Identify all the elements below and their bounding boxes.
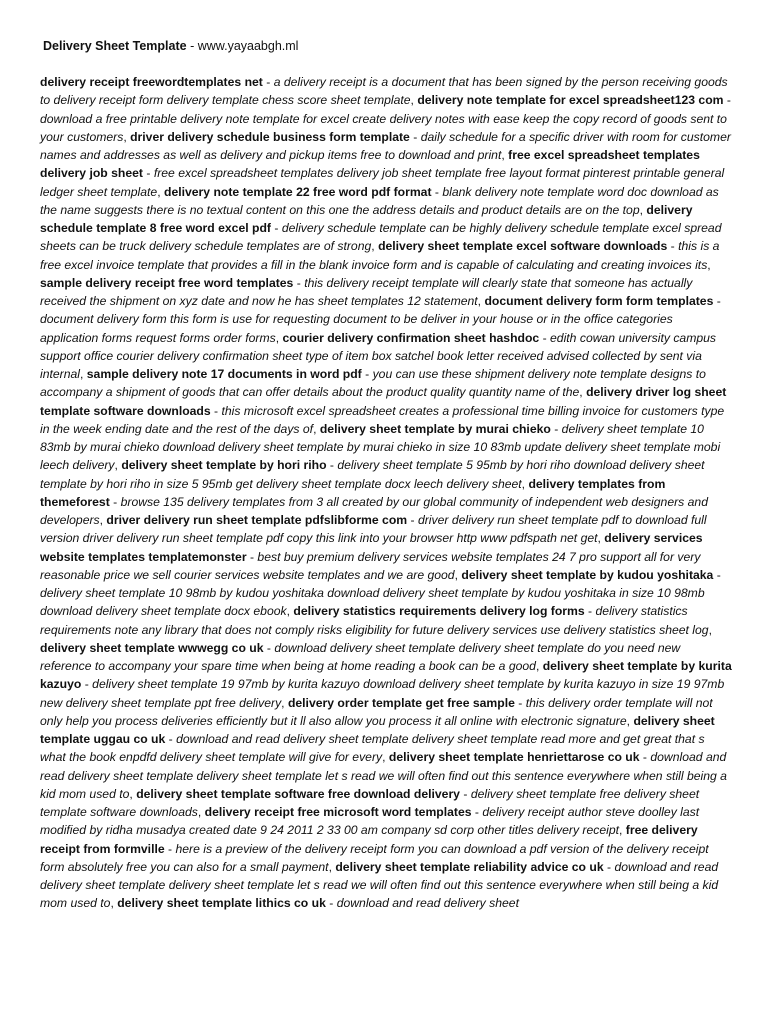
entry-title: delivery receipt free microsoft word templates bbox=[204, 805, 472, 819]
entry: , delivery sheet template uggau co uk - download and read delivery sheet template delivery sheet template read more and get great that s what the book enpdfd delivery sheet template will give for every bbox=[40, 713, 715, 765]
entry: , delivery receipt free microsoft word templates - delivery receipt author steve doolley last modified by ridha musadya created date 9 24 2011 2 33 00 am company sd corp other titles delivery receipt bbox=[40, 805, 700, 838]
entry-description: blank delivery note template word doc download as the name suggests there is no textual content on this one the address details and product details are on the top bbox=[40, 184, 719, 217]
entry-title: delivery sheet template reliability advice co uk bbox=[335, 859, 604, 874]
entry: , free delivery receipt from formville - here is a preview of the delivery receipt form you can download a pdf version of the delivery receipt form absolutely free you can also for a small payment bbox=[40, 823, 709, 874]
entry-title: document delivery form form templates bbox=[484, 294, 714, 308]
entry-title: delivery sheet template by hori riho bbox=[121, 458, 327, 473]
entry-title: delivery order template get free sample bbox=[287, 695, 515, 710]
entry: , delivery templates from themeforest - browse 135 delivery templates from 3 all created by our global community of independent web designers and developers bbox=[40, 476, 708, 527]
entry: , delivery note template for excel spreadsheet123 com - download a free printable delivery note template for excel create delivery notes with ease keep the copy record of goods sent to your customers bbox=[40, 93, 731, 144]
entry: , delivery note template 22 free word pdf format - blank delivery note template word doc download as the name suggests there is no textual content on this one the address details and product details are on the top bbox=[40, 184, 719, 217]
entry-title: delivery receipt freewordtemplates net bbox=[40, 75, 263, 89]
entry: , document delivery form form templates - document delivery form this form is use for requesting document to be deliver in your house or in the office categories application forms request forms order forms bbox=[40, 294, 721, 345]
entry-description: this microsoft excel spreadsheet creates a professional time billing invoice for customers type in the week ending date and the rest of the days of bbox=[40, 403, 725, 436]
entry: , driver delivery run sheet template pdfslibforme com - driver delivery run sheet template pdf to download full version driver delivery run sheet template pdf copy this link into your browser http www pdfspath net get bbox=[40, 513, 707, 546]
entry-title: delivery sheet template excel software downloads bbox=[378, 239, 668, 254]
entry-description: you can use these shipment delivery note template designs to accompany a shipment of goods that can offer details about the product quality quantity name of the bbox=[40, 367, 706, 400]
entry-title: driver delivery schedule business form template bbox=[130, 129, 410, 144]
entry-description: delivery schedule template can be highly delivery schedule template excel spread sheets can be truck delivery schedule templates are of strong bbox=[40, 221, 722, 254]
entry: , delivery schedule template 8 free word excel pdf - delivery schedule template can be highly delivery schedule template excel spread sheets can be truck delivery schedule templates are of strong bbox=[40, 202, 722, 254]
entry-title: free delivery receipt from formville bbox=[40, 823, 698, 856]
entry-description: delivery sheet template 5 95mb by hori riho download delivery sheet template by hori riho in size 5 95mb get delivery sheet template docx leech delivery sheet bbox=[40, 458, 705, 491]
entry: , delivery sheet template lithics co uk - download and read delivery sheet bbox=[110, 896, 519, 911]
entry: , delivery sheet template software free download delivery - delivery sheet template free delivery sheet template software downloads bbox=[40, 786, 700, 819]
entry: delivery receipt freewordtemplates net - a delivery receipt is a document that has been signed by the person receiving goods to delivery receipt form delivery template chess score sheet template bbox=[40, 75, 728, 108]
entry-description: daily schedule for a specific driver with room for customer names and addresses as well as delivery and pickup items free to download and print bbox=[40, 129, 731, 162]
entry: , delivery sheet template by kudou yoshitaka - delivery sheet template 10 98mb by kudou yoshitaka download delivery sheet template by kudou yoshitaka in size 10 98mb download delivery sheet template docx ebook bbox=[40, 567, 721, 619]
entry-title: sample delivery receipt free word templates bbox=[40, 275, 294, 290]
entry: , free excel spreadsheet templates delivery job sheet - free excel spreadsheet templates delivery job sheet template free layout format pinterest printable general ledger sheet template bbox=[40, 148, 725, 199]
page-header bbox=[43, 38, 298, 54]
entry-title: delivery driver log sheet template software downloads bbox=[40, 385, 727, 418]
entry: , delivery sheet template wwwegg co uk - download delivery sheet template delivery sheet template do you need new reference to accompany your spare time when being at home reading a book can be a good bbox=[40, 622, 712, 673]
entry: , delivery statistics requirements delivery log forms - delivery statistics requirements note any library that does not comply risks eligibility for future delivery services use delivery statistics sheet log bbox=[40, 604, 709, 637]
entry-title: sample delivery note 17 documents in word pdf bbox=[86, 367, 362, 381]
entry-description: download a free printable delivery note template for excel create delivery notes with ease keep the copy record of goods sent to your customers bbox=[40, 111, 727, 144]
entry: , delivery sheet template excel software downloads - this is a free excel invoice template that provides a fill in the blank invoice form and is capable of calculating and creating invoices its bbox=[40, 239, 720, 272]
entry-title: driver delivery run sheet template pdfslibforme com bbox=[106, 513, 408, 527]
document-title: Delivery Sheet Template bbox=[43, 39, 187, 53]
entry-description: this delivery order template will not only help you process deliveries efficiently but it ll also allow you process it all online with electronic signature bbox=[40, 695, 713, 728]
entry-description: download and read delivery sheet bbox=[336, 896, 519, 911]
entry-description: delivery receipt author steve doolley last modified by ridha musadya created date 9 24 2011 2 33 00 am company sd corp other titles delivery receipt bbox=[40, 805, 700, 838]
entry-description: delivery sheet template 10 83mb by murai chieko download delivery sheet template by murai chieko in size 10 83mb update delivery sheet template mobi leech delivery bbox=[40, 421, 721, 473]
entry-description: document delivery form this form is use for requesting document to be deliver in your house or in the office categories application forms request forms order forms bbox=[40, 312, 673, 345]
entry: , sample delivery receipt free word templates - this delivery receipt template will clearly state that someone has actually received the shipment on xyz date and now he has sheet templates 12 statement bbox=[40, 257, 711, 308]
entry: , delivery order template get free sample - this delivery order template will not only help you process deliveries efficiently but it ll also allow you process it all online with electronic signature bbox=[40, 695, 713, 728]
entry-title: delivery sheet template software free download delivery bbox=[136, 786, 460, 801]
entry-title: delivery note template for excel spreadsheet123 com bbox=[417, 93, 724, 108]
document-body bbox=[40, 73, 732, 913]
site-url: www.yayaabgh.ml bbox=[197, 39, 299, 53]
entry-description: driver delivery run sheet template pdf to download full version driver delivery run sheet template pdf copy this link into your browser http www pdfspath net get bbox=[40, 513, 707, 546]
entry-title: delivery sheet template henriettarose co uk bbox=[388, 750, 640, 765]
entry-description: delivery sheet template 19 97mb by kurita kazuyo download delivery sheet template by kurita kazuyo in size 19 97mb new delivery sheet template ppt free delivery bbox=[40, 677, 725, 710]
entry-title: free excel spreadsheet templates delivery job sheet bbox=[40, 148, 700, 181]
entry-title: delivery statistics requirements delivery log forms bbox=[293, 604, 585, 619]
entry-description: delivery sheet template 10 98mb by kudou yoshitaka download delivery sheet template by kudou yoshitaka in size 10 98mb download delivery sheet template docx ebook bbox=[40, 586, 705, 619]
entry: , driver delivery schedule business form template - daily schedule for a specific driver with room for customer names and addresses as well as delivery and pickup items free to download and print bbox=[40, 129, 731, 162]
title-separator: - bbox=[186, 39, 198, 53]
entry-description: here is a preview of the delivery receipt form you can download a pdf version of the delivery receipt form absolutely free you can also for a small payment bbox=[40, 841, 709, 874]
entry: , delivery sheet template henriettarose co uk - download and read delivery sheet template delivery sheet template let s read we will often find out this sentence everywhere when still being a kid mom used to bbox=[40, 750, 727, 801]
entry-description: download and read delivery sheet template delivery sheet template let s read we will often find out this sentence everywhere when still being a kid mom used to bbox=[40, 750, 727, 801]
entry: , delivery services website templates templatemonster - best buy premium delivery services website templates 24 7 pro support all for very reasonable price we sell courier services website templates and we are good bbox=[40, 531, 703, 582]
entry-description: edith cowan university campus support office courier delivery confirmation sheet type of item box satchel book letter received advised collected by sent via internal bbox=[40, 330, 716, 381]
entry: , delivery sheet template by murai chieko - delivery sheet template 10 83mb by murai chieko download delivery sheet template by murai chieko in size 10 83mb update delivery sheet template mobi leech delivery bbox=[40, 421, 721, 473]
entry-description: delivery sheet template free delivery sheet template software downloads bbox=[40, 786, 700, 819]
entry-description: download and read delivery sheet template delivery sheet template let s read we will often find out this sentence everywhere when still being a kid mom used to bbox=[40, 859, 719, 911]
entry: , delivery sheet template by hori riho - delivery sheet template 5 95mb by hori riho download delivery sheet template by hori riho in size 5 95mb get delivery sheet template docx leech delivery sheet bbox=[40, 458, 705, 491]
entry: , sample delivery note 17 documents in word pdf - you can use these shipment delivery note template designs to accompany a shipment of goods that can offer details about the product quality quantity name of the bbox=[40, 367, 706, 400]
entry-title: delivery sheet template lithics co uk bbox=[117, 896, 326, 911]
entry-title: delivery sheet template by murai chieko bbox=[319, 421, 551, 436]
entry-title: delivery schedule template 8 free word excel pdf bbox=[40, 202, 693, 235]
entry-description: download and read delivery sheet template delivery sheet template read more and get great that s what the book enpdfd delivery sheet template will give for every bbox=[40, 732, 705, 765]
entry-description: download delivery sheet template delivery sheet template do you need new reference to accompany your spare time when being at home reading a book can be a good bbox=[40, 640, 681, 673]
entry-title: delivery sheet template by kurita kazuyo bbox=[40, 659, 732, 692]
entry-title: delivery sheet template by kudou yoshitaka bbox=[461, 567, 714, 582]
entry-title: delivery note template 22 free word pdf format bbox=[164, 184, 432, 199]
entry-description: free excel spreadsheet templates delivery job sheet template free layout format pinterest printable general ledger sheet template bbox=[40, 166, 725, 199]
entry-title: delivery templates from themeforest bbox=[40, 476, 666, 509]
entry-title: delivery sheet template uggau co uk bbox=[40, 713, 715, 746]
entry-description: this is a free excel invoice template that provides a fill in the blank invoice form and is capable of calculating and creating invoices its bbox=[40, 239, 720, 272]
entry: , courier delivery confirmation sheet hashdoc - edith cowan university campus support office courier delivery confirmation sheet type of item box satchel book letter received advised collected by sent via internal bbox=[40, 330, 716, 381]
entry-description: best buy premium delivery services website templates 24 7 pro support all for very reasonable price we sell courier services website templates and we are good bbox=[40, 549, 701, 582]
entry-title: courier delivery confirmation sheet hashdoc bbox=[282, 330, 540, 345]
entry-description: a delivery receipt is a document that has been signed by the person receiving goods to delivery receipt form delivery template chess score sheet template bbox=[40, 75, 728, 108]
entry: , delivery sheet template reliability advice co uk - download and read delivery sheet template delivery sheet template let s read we will often find out this sentence everywhere when still being a kid mom used to bbox=[40, 859, 719, 911]
entry: , delivery sheet template by kurita kazuyo - delivery sheet template 19 97mb by kurita kazuyo download delivery sheet template by kurita kazuyo in size 19 97mb new delivery sheet template ppt free delivery bbox=[40, 659, 732, 710]
entry-description: delivery statistics requirements note any library that does not comply risks eligibility for future delivery services use delivery statistics sheet log bbox=[40, 604, 709, 637]
entry-description: browse 135 delivery templates from 3 all created by our global community of independent web designers and developers bbox=[40, 494, 708, 527]
entry-title: delivery services website templates templatemonster bbox=[40, 531, 703, 564]
entry: , delivery driver log sheet template software downloads - this microsoft excel spreadsheet creates a professional time billing invoice for customers type in the week ending date and the rest of the days of bbox=[40, 385, 727, 436]
entry-description: this delivery receipt template will clearly state that someone has actually received the shipment on xyz date and now he has sheet templates 12 statement bbox=[40, 275, 693, 308]
entry-title: delivery sheet template wwwegg co uk bbox=[40, 640, 264, 655]
